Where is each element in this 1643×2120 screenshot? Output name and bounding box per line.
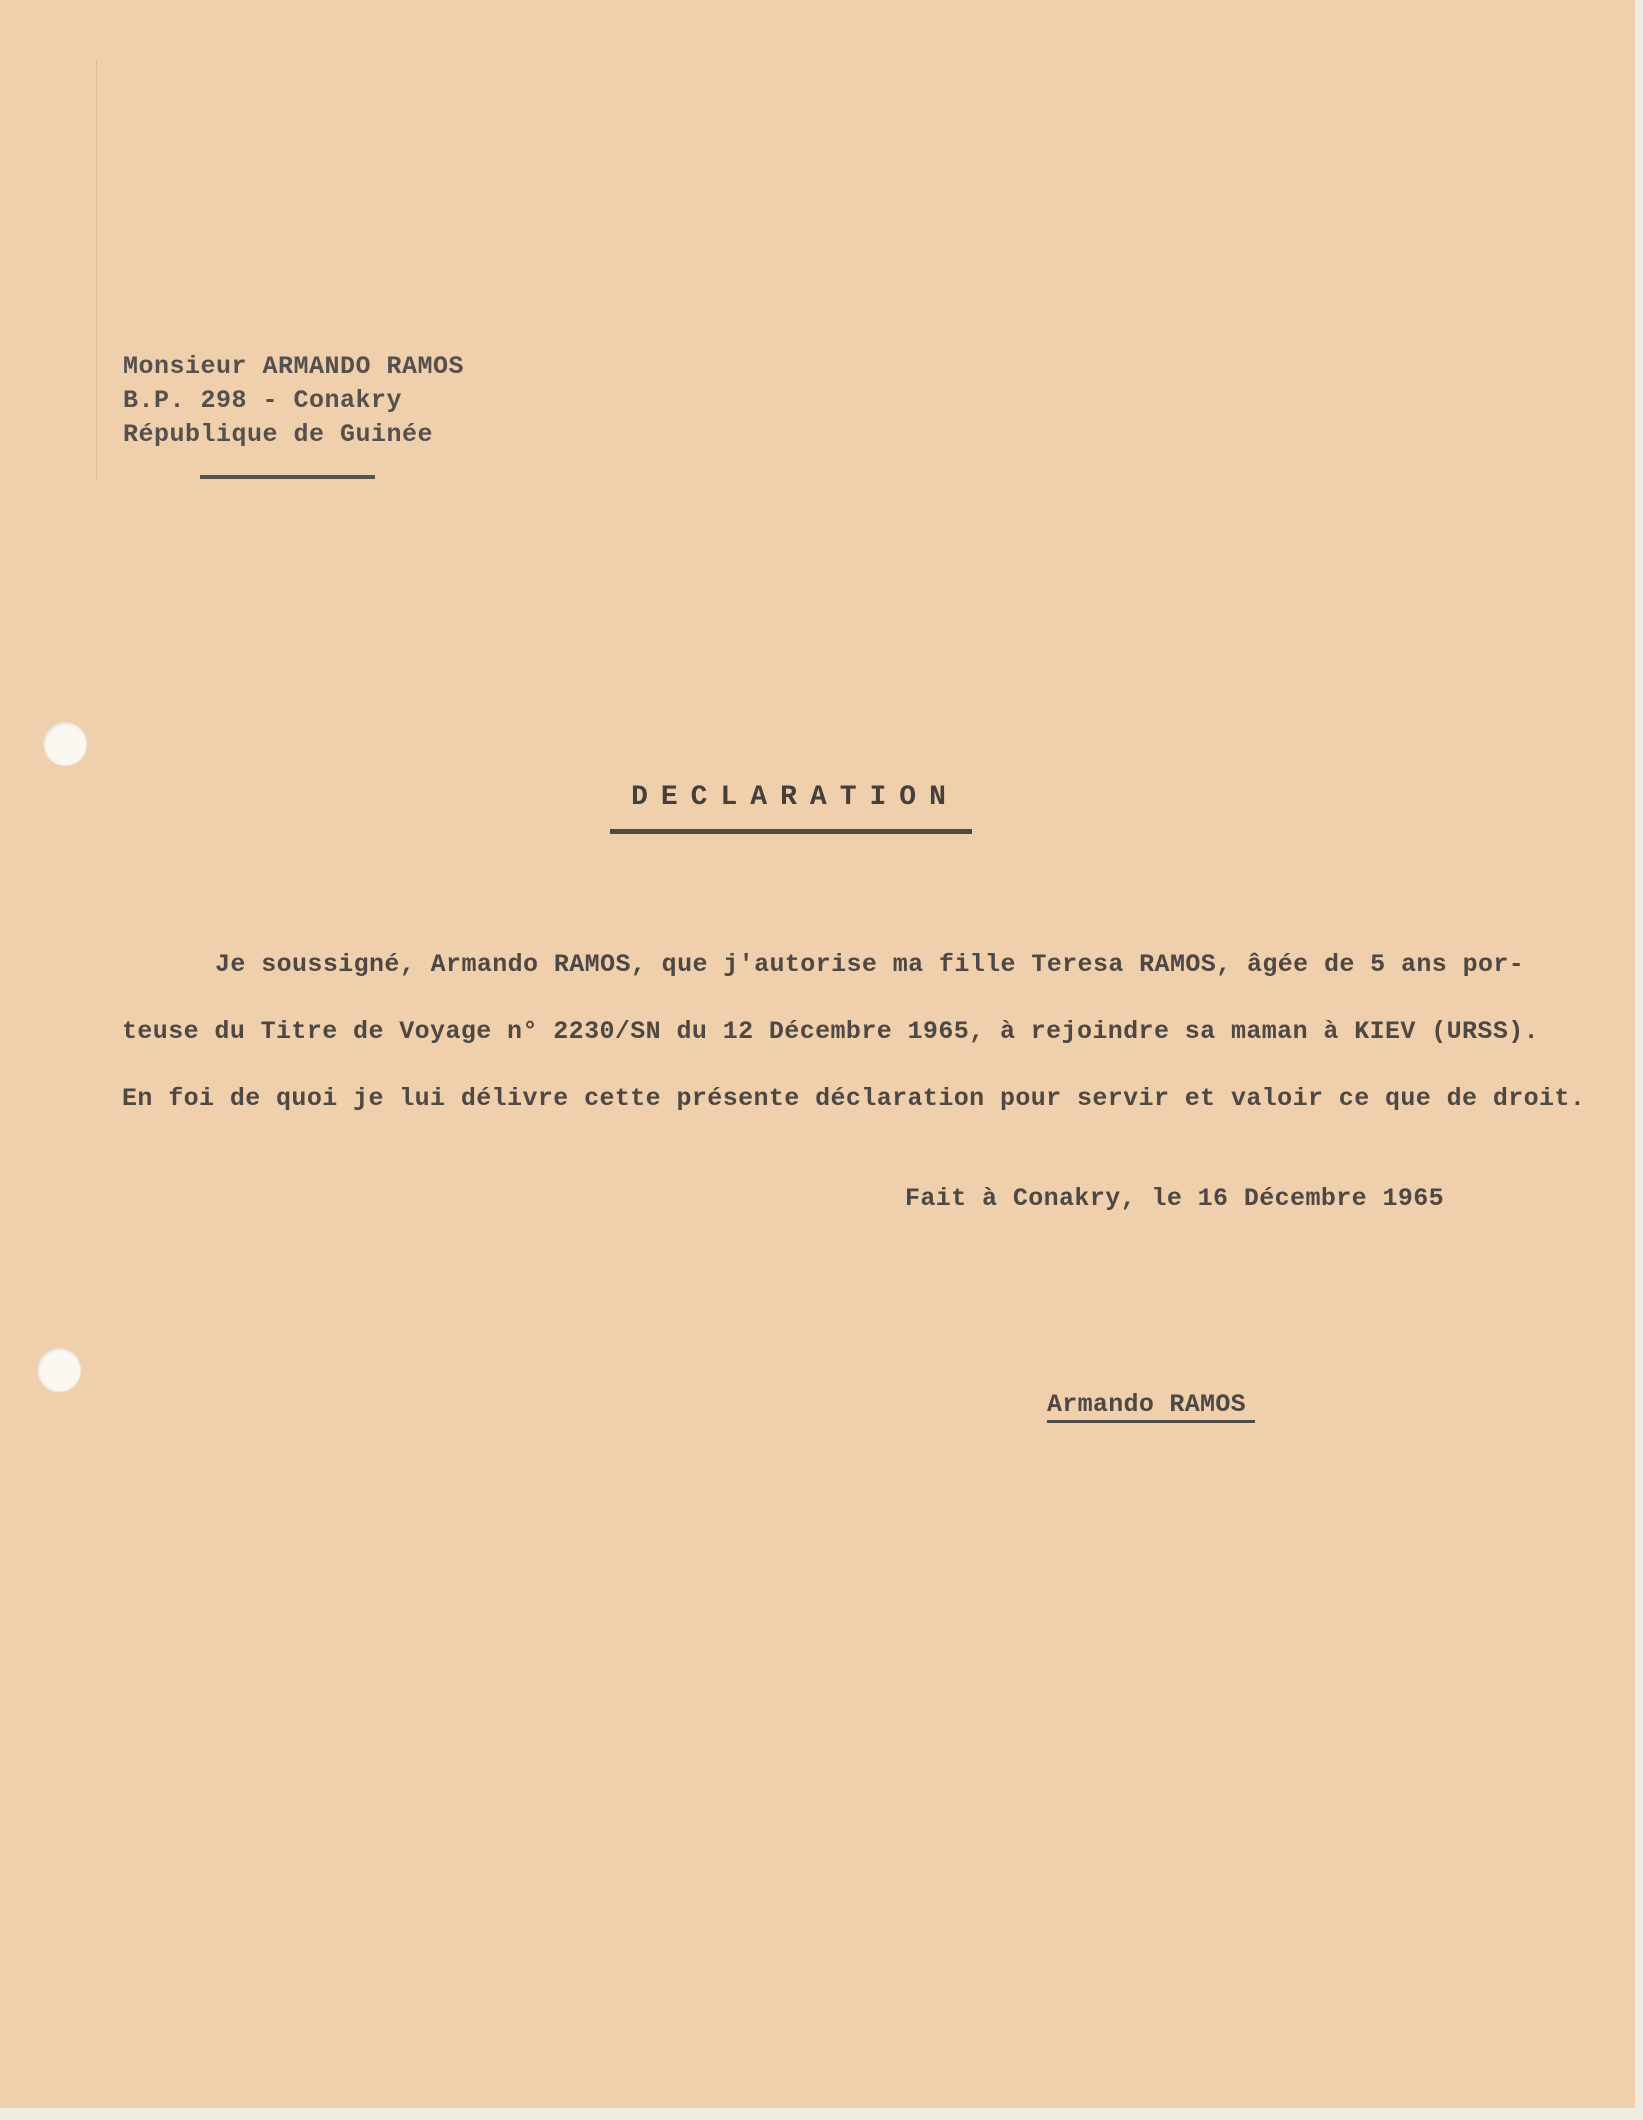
declaration-body-line-1: Je soussigné, Armando RAMOS, que j'autorise ma fille Teresa RAMOS, âgée de 5 ans por- — [215, 950, 1525, 979]
declaration-body-line-2: teuse du Titre de Voyage n° 2230/SN du 12 Décembre 1965, à rejoindre sa maman à KIEV (URSS). — [122, 1017, 1540, 1046]
address-underline — [200, 475, 375, 479]
place-and-date: Fait à Conakry, le 16 Décembre 1965 — [905, 1184, 1445, 1213]
title-underline — [610, 829, 972, 834]
declaration-body-line-3: En foi de quoi je lui délivre cette présente déclaration pour servir et valoir ce que de droit. — [122, 1084, 1586, 1113]
punch-hole-icon — [43, 722, 87, 766]
punch-hole-icon — [37, 1348, 81, 1392]
paper-bottom-edge — [0, 2108, 1643, 2120]
signature-name: Armando RAMOS — [1047, 1390, 1246, 1419]
paper-right-edge — [1635, 0, 1643, 2120]
document-title: DECLARATION — [631, 782, 959, 813]
address-line-name: Monsieur ARMANDO RAMOS — [123, 352, 465, 381]
address-line-country: République de Guinée — [123, 420, 434, 449]
sender-address — [123, 350, 464, 452]
signature-underline — [1047, 1420, 1255, 1423]
address-line-po-box: B.P. 298 - Conakry — [123, 386, 403, 415]
paper-fold-line — [96, 60, 97, 480]
